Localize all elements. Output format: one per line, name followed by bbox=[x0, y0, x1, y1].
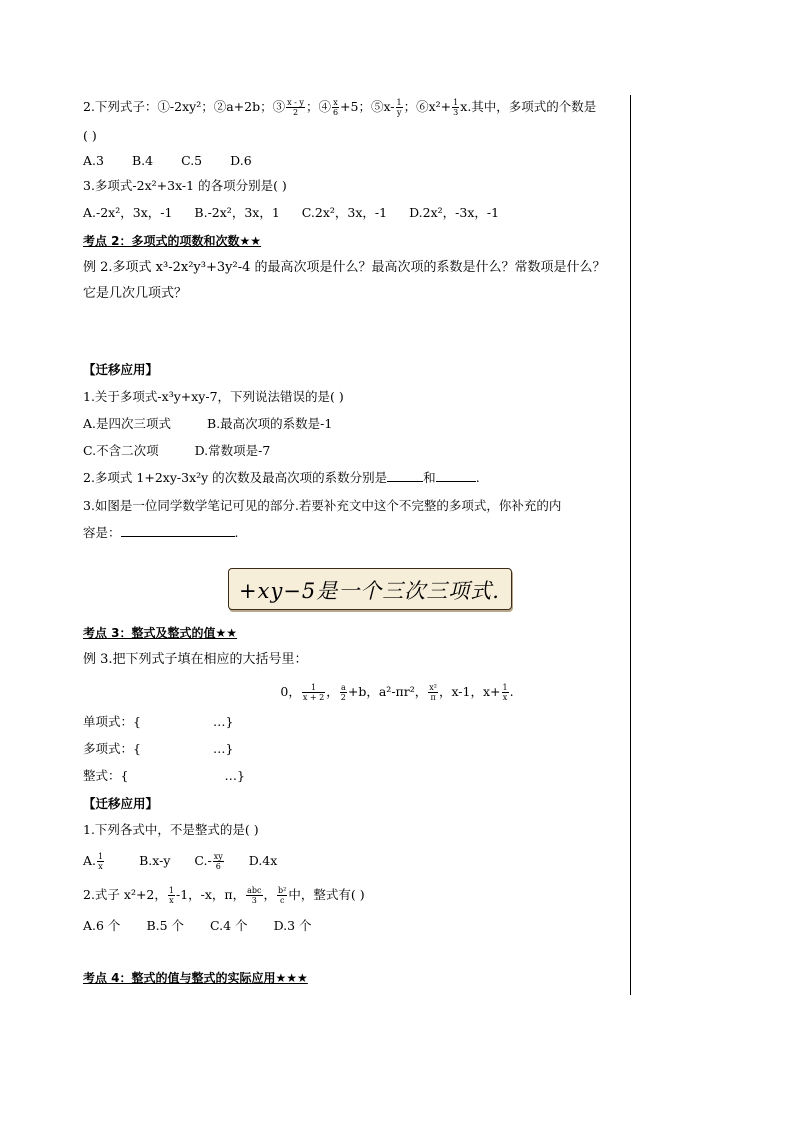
app1-q2 bbox=[83, 469, 480, 487]
polynomial-close: …} bbox=[212, 741, 234, 756]
q3-option-d: D.2x²，-3x，-1 bbox=[409, 205, 500, 220]
app1-q2-end: . bbox=[475, 470, 480, 485]
app2-q2-frac3: $\frac{\text{b²}}{c}$ bbox=[278, 886, 287, 905]
app2-q2-text-a: 2.式子 x²+2， bbox=[83, 887, 167, 902]
app2-q2 bbox=[83, 886, 365, 905]
monomial-label: 单项式：{ bbox=[83, 714, 141, 729]
application-1-title: 【迁移应用】 bbox=[83, 362, 159, 377]
app2-q2-frac1: $\frac{1}{x}$ bbox=[168, 886, 174, 905]
q2-frac4: $\frac{x}{6}$ bbox=[332, 98, 339, 117]
q2-text-c: +5；⑤x- bbox=[340, 99, 395, 114]
app1-q1-option-c: C.不含二次项 bbox=[83, 443, 159, 458]
app1-q1: 1.关于多项式-x³y+xy-7，下列说法错误的是( ) bbox=[83, 389, 344, 404]
app2-q2-text-c: ， bbox=[263, 887, 277, 902]
integral-set bbox=[83, 767, 245, 785]
app2-q2-option-d: D.3 个 bbox=[273, 918, 312, 933]
answer-blank-2[interactable] bbox=[436, 469, 476, 482]
app1-q1-option-a: A.是四次三项式 bbox=[83, 416, 172, 431]
expr-end: . bbox=[509, 684, 514, 699]
q2-stem bbox=[83, 98, 596, 117]
q3-option-c: C.2x²，3x，-1 bbox=[301, 205, 388, 220]
app2-q2-frac2: $\frac{\text{abc}}{3}$ bbox=[247, 886, 262, 905]
app1-q3-line2 bbox=[83, 524, 239, 542]
notebook-snippet-image bbox=[228, 568, 512, 610]
expr-frac-x2-over-pi: $\frac{\text{x²}}{\pi}$ bbox=[429, 683, 437, 702]
app2-q2-options bbox=[83, 917, 312, 935]
margin-rule bbox=[630, 95, 631, 995]
q2-options bbox=[83, 152, 252, 170]
q2-option-b: B.4 bbox=[131, 153, 154, 168]
app1-q3-prompt: 容是： bbox=[83, 525, 121, 540]
expr-zero: 0， bbox=[280, 684, 301, 699]
app2-q1-options bbox=[83, 852, 277, 871]
app1-q3-end: . bbox=[234, 525, 239, 540]
app2-q2-text-b: -1，-x，π， bbox=[175, 887, 246, 902]
expr-sep: ， bbox=[326, 684, 339, 699]
q2-text-d: ；⑥x²+ bbox=[403, 99, 452, 114]
q2-text-e: x.其中，多项式的个数是 bbox=[460, 99, 597, 114]
monomial-set bbox=[83, 713, 233, 731]
app1-q1-options-row2 bbox=[83, 442, 270, 460]
q2-option-a: A.3 bbox=[83, 153, 104, 168]
answer-blank-3[interactable] bbox=[121, 524, 235, 537]
example-3-stem: 例 3.把下列式子填在相应的大括号里： bbox=[83, 652, 308, 667]
app2-q2-option-a: A.6 个 bbox=[83, 918, 121, 933]
q2-paren: ( ) bbox=[83, 128, 97, 143]
app1-q1-options-row1 bbox=[83, 415, 332, 433]
q2-option-c: C.5 bbox=[181, 153, 203, 168]
expr-tail: ，x-1，x+ bbox=[438, 684, 501, 699]
q2-frac5: $\frac{1}{y}$ bbox=[396, 98, 402, 117]
q2-option-d: D.6 bbox=[230, 153, 252, 168]
q2-frac6: $\frac{1}{3}$ bbox=[453, 98, 459, 117]
answer-blank-1[interactable] bbox=[387, 469, 423, 482]
application-2-title: 【迁移应用】 bbox=[83, 796, 159, 811]
notebook-snippet-text: +xy−5是一个三次三项式. bbox=[239, 579, 500, 603]
q3-option-b: B.-2x²，3x，1 bbox=[194, 205, 280, 220]
section-4-heading: 考点 4：整式的值与整式的实际应用★★★ bbox=[83, 971, 308, 985]
q3-options bbox=[83, 204, 499, 222]
monomial-close: …} bbox=[212, 714, 234, 729]
app1-q1-option-b: B.最高次项的系数是-1 bbox=[207, 416, 333, 431]
app2-q2-option-c: C.4 个 bbox=[210, 918, 248, 933]
app1-q2-text: 2.多项式 1+2xy-3x²y 的次数及最高次项的系数分别是 bbox=[83, 470, 388, 485]
app2-q1-option-b: B.x-y bbox=[139, 853, 171, 868]
section-2-heading: 考点 2：多项式的项数和次数★★ bbox=[83, 234, 262, 248]
app2-q1: 1.下列各式中，不是整式的是( ) bbox=[83, 822, 259, 837]
app1-q2-and: 和 bbox=[423, 470, 436, 485]
polynomial-set bbox=[83, 740, 233, 758]
q3-stem: 3.多项式-2x²+3x-1 的各项分别是( ) bbox=[83, 178, 287, 193]
q3-option-a: A.-2x²，3x，-1 bbox=[83, 205, 173, 220]
app2-q2-text-d: 中，整式有( ) bbox=[288, 887, 365, 902]
app2-q1-option-c-frac: $\frac{xy}{6}$ bbox=[213, 852, 223, 871]
expr-middle: +b，a²-πr²， bbox=[347, 684, 428, 699]
app1-q1-option-d: D.常数项是-7 bbox=[194, 443, 271, 458]
polynomial-label: 多项式：{ bbox=[83, 741, 141, 756]
q2-frac3: $\frac{x - y}{2}$ bbox=[287, 98, 304, 117]
expr-frac-a-over-2: $\frac{a}{2}$ bbox=[340, 683, 346, 702]
app2-q1-option-a-frac: $\frac{1}{x}$ bbox=[98, 852, 104, 871]
example-2-line1: 例 2.多项式 x³-2x²y³+3y²-4 的最高次项是什么？最高次项的系数是什么？常数项是什么？ bbox=[83, 260, 606, 275]
app2-q2-option-b: B.5 个 bbox=[146, 918, 185, 933]
app2-q1-option-c-label: C.- bbox=[194, 853, 212, 868]
example-3-expressions bbox=[0, 682, 794, 702]
q2-text-b: ；④ bbox=[305, 99, 331, 114]
expr-frac-1-over-x-plus-2: $\frac{1}{x + 2}$ bbox=[302, 683, 325, 702]
app2-q1-option-a-label: A. bbox=[83, 853, 97, 868]
example-2-line2: 它是几次几项式？ bbox=[83, 286, 188, 301]
expr-frac-1-over-x: $\frac{1}{x}$ bbox=[502, 683, 508, 702]
integral-label: 整式：{ bbox=[83, 768, 129, 783]
app2-q1-option-d: D.4x bbox=[248, 853, 278, 868]
q2-text-a: 2.下列式子：①-2xy²；②a+2b；③ bbox=[83, 99, 286, 114]
app1-q3-line1: 3.如图是一位同学数学笔记可见的部分.若要补充文中这个不完整的多项式，你补充的内 bbox=[83, 498, 562, 513]
section-3-heading: 考点 3：整式及整式的值★★ bbox=[83, 626, 238, 640]
integral-close: …} bbox=[224, 768, 245, 783]
